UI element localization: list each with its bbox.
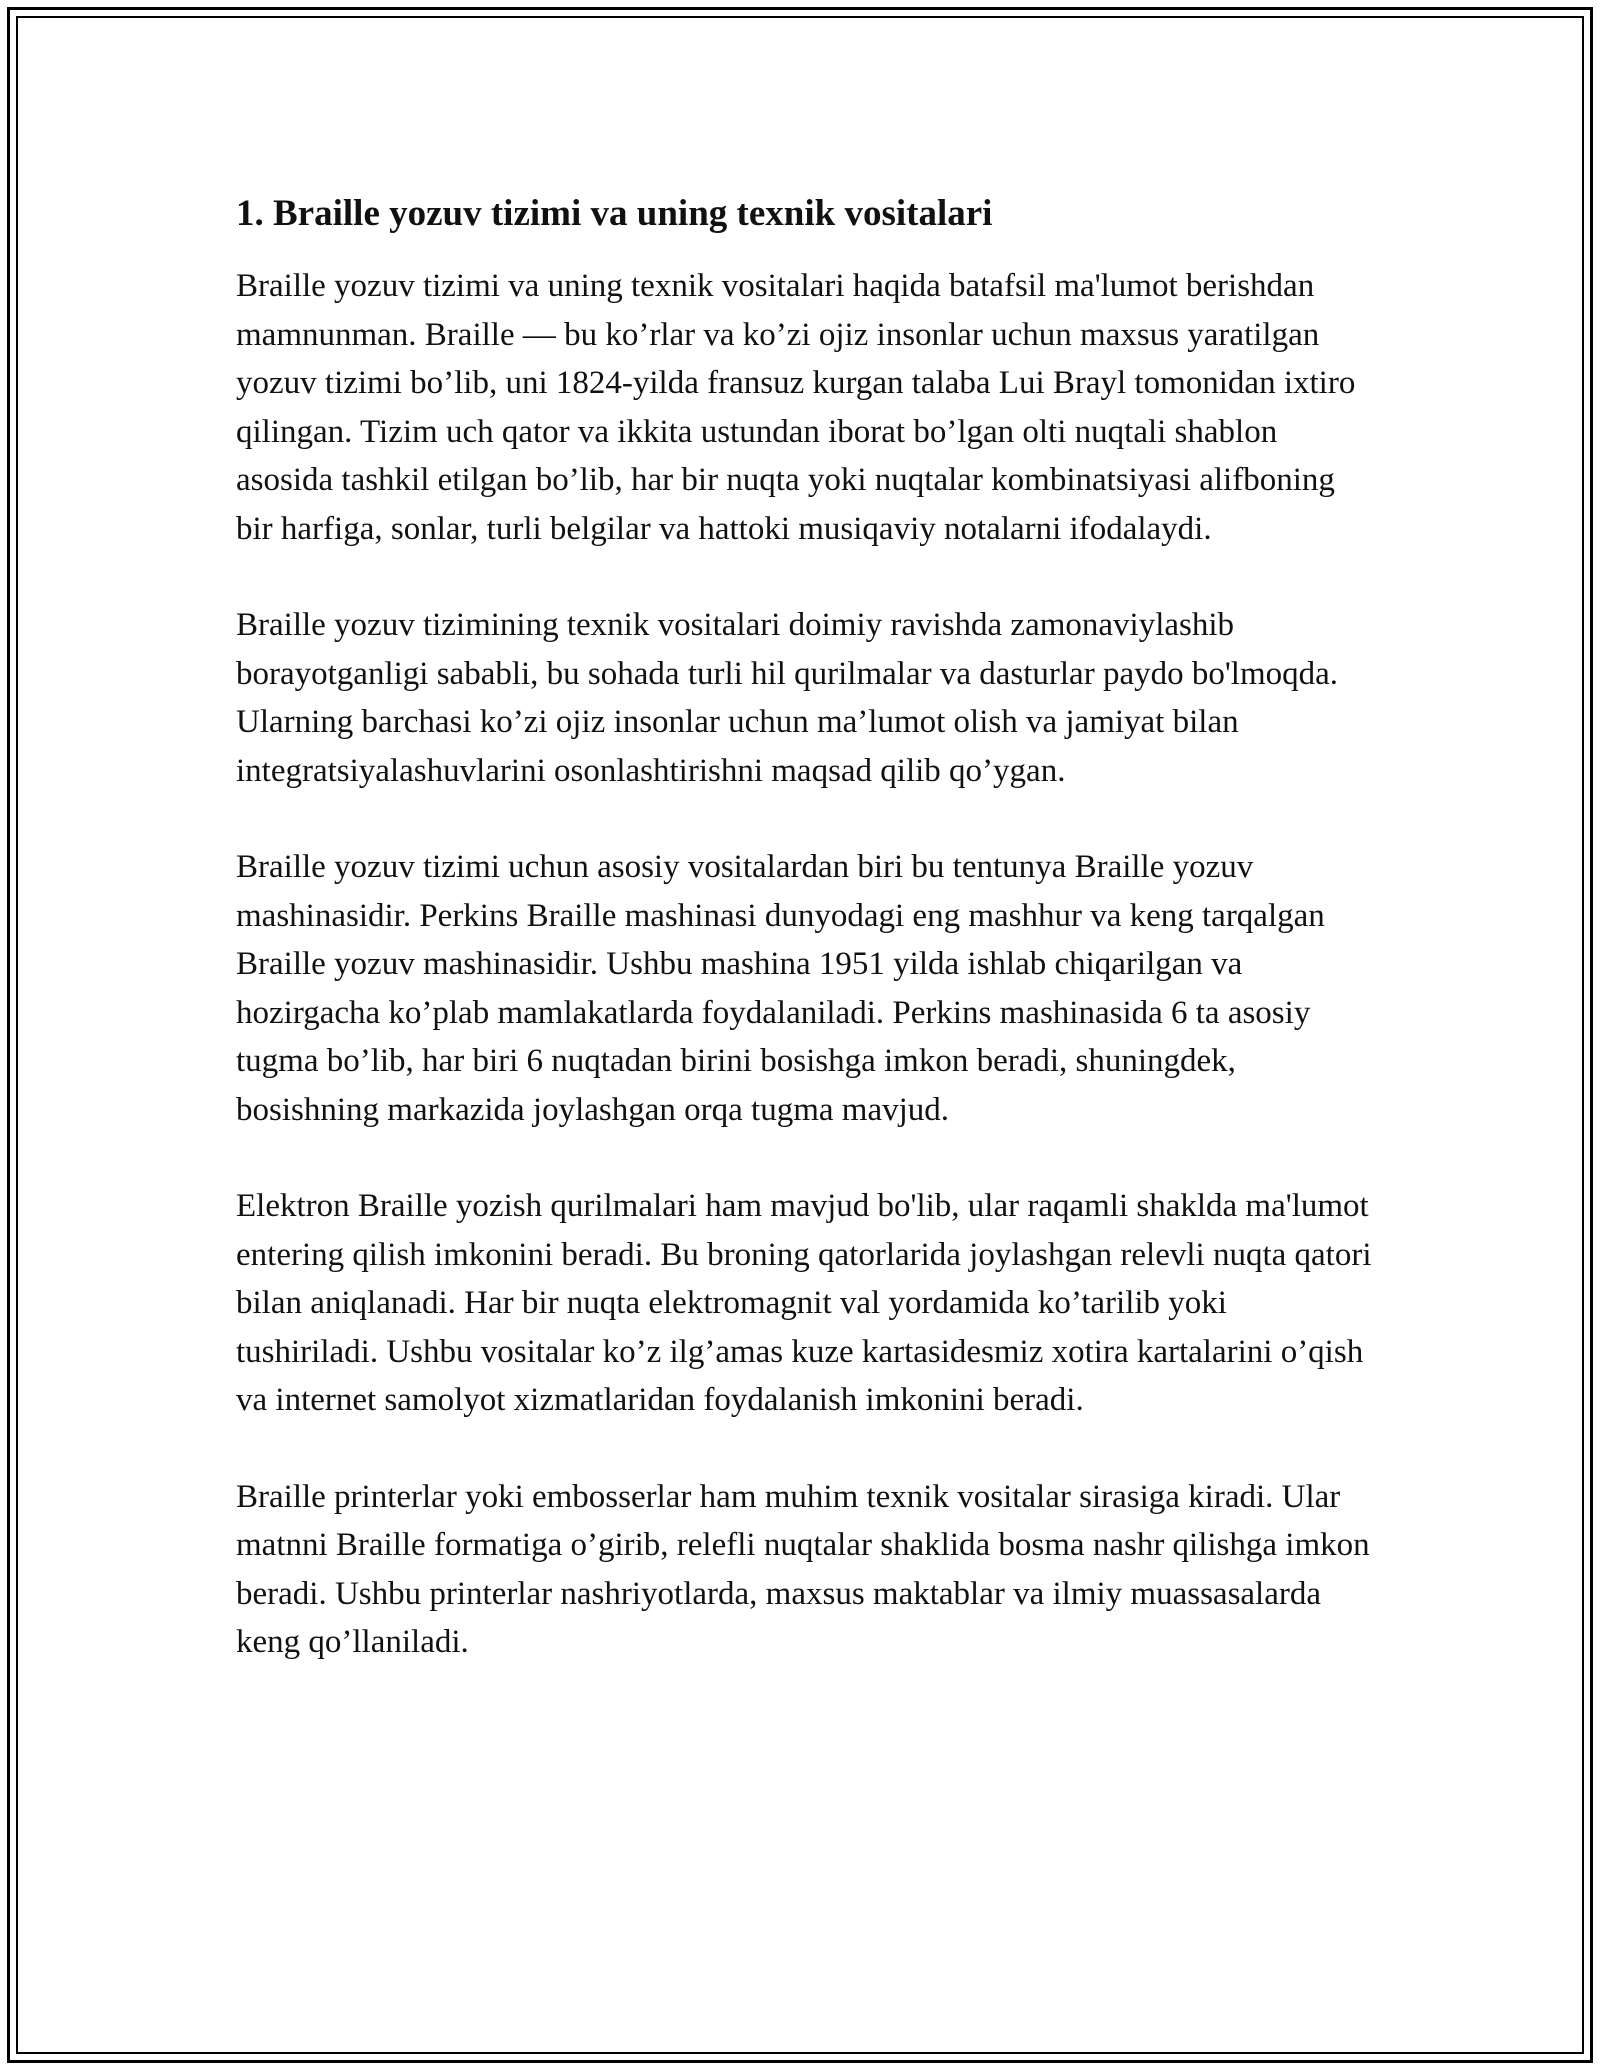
paragraph-perkins-machine: Braille yozuv tizimi uchun asosiy vositalardan biri bu tentunya Braille yozuv mashinasidir. Perkins Braille mashinasi dunyodagi eng mashhur va keng tarqalgan Braille yozuv mashinasidir. Ushbu mashina 1951 yilda ishlab chiqarilgan va hozirgacha ko’plab mamlakatlarda foydalaniladi. Perkins mashinasida 6 ta asosiy tugma bo’lib, har biri 6 nuqtadan birini bosishga imkon beradi, shuningdek, bosishning markazida joylashgan orqa tugma mavjud.	[236, 849, 1325, 1128]
paragraph-technical-tools: Braille yozuv tizimining texnik vositalari doimiy ravishda zamonaviylashib borayotganligi sababli, bu sohada turli hil qurilmalar va dasturlar paydo bo'lmoqda. Ularning barchasi ko’zi ojiz insonlar uchun ma’lumot olish va jamiyat bilan integratsiyalashuvlarini osonlashtirishni maqsad qilib qo’ygan.	[236, 607, 1339, 789]
section-heading: 1. Braille yozuv tizimi va uning texnik vositalari	[236, 193, 993, 234]
paragraph-intro: Braille yozuv tizimi va uning texnik vositalari haqida batafsil ma'lumot berishdan mamnunman. Braille — bu ko’rlar va ko’zi ojiz insonlar uchun maxsus yaratilgan yozuv tizimi bo’lib, uni 1824-yilda fransuz kurgan talaba Lui Brayl tomonidan ixtiro qilingan. Tizim uch qator va ikkita ustundan iborat bo’lgan olti nuqtali shablon asosida tashkil etilgan bo’lib, har bir nuqta yoki nuqtalar kombinatsiyasi alifboning bir harfiga, sonlar, turli belgilar va hattoki musiqaviy notalarni ifodalaydi.	[236, 268, 1356, 547]
paragraph-electronic-devices: Elektron Braille yozish qurilmalari ham mavjud bo'lib, ular raqamli shaklda ma'lumot entering qilish imkonini beradi. Bu broning qatorlarida joylashgan relevli nuqta qatori bilan aniqlanadi. Har bir nuqta elektromagnit val yordamida ko’tarilib yoki tushiriladi. Ushbu vositalar ko’z ilg’amas kuze kartasidesmiz xotira kartalarini o’qish va internet samolyot xizmatlaridan foydalanish imkonini beradi.	[236, 1188, 1372, 1418]
paragraph-embossers: Braille printerlar yoki embosserlar ham muhim texnik vositalar sirasiga kiradi. Ular matnni Braille formatiga o’girib, relefli nuqtalar shaklida bosma nashr qilishga imkon beradi. Ushbu printerlar nashriyotlarda, maxsus maktablar va ilmiy muassasalarda keng qo’llaniladi.	[236, 1478, 1370, 1660]
document-body	[236, 190, 1376, 1715]
